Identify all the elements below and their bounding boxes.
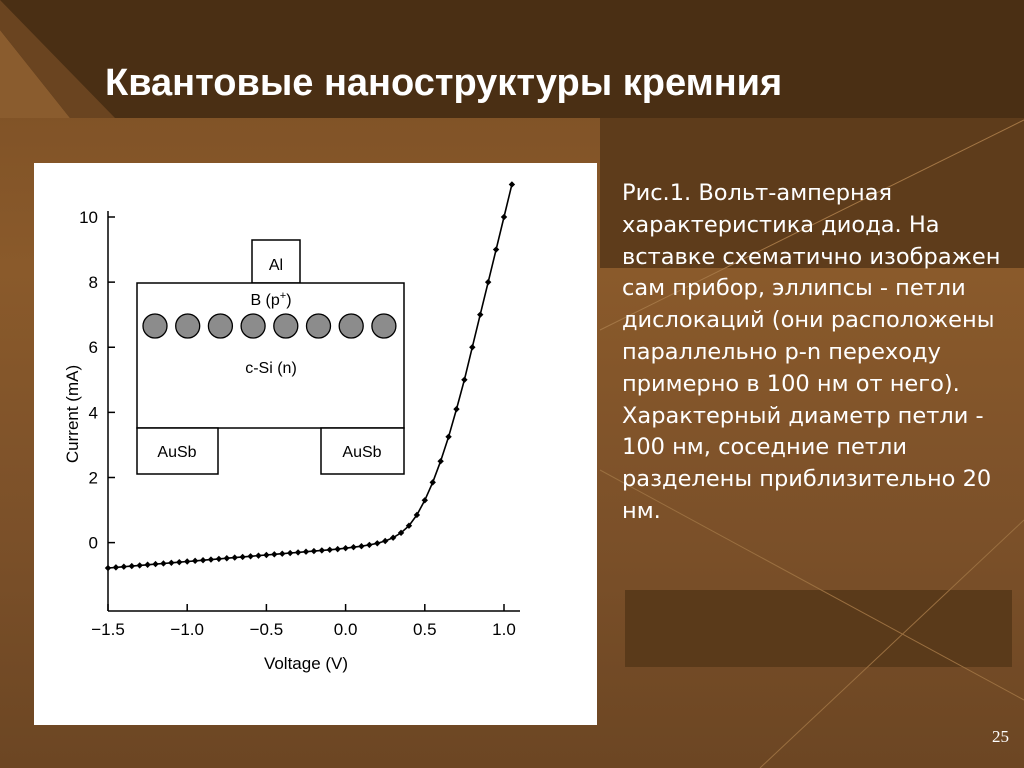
right-lower-panel [625, 590, 1012, 667]
data-point [493, 246, 499, 252]
inset-ausb-right-label: AuSb [342, 444, 382, 461]
slide-title: Квантовые наноструктуры кремния [105, 62, 783, 104]
figure-panel [34, 163, 597, 725]
x-tick-label: −1.5 [91, 620, 125, 639]
data-point [200, 557, 206, 563]
inset-al-label: Al [268, 257, 284, 274]
figure-caption: Рис.1. Вольт-амперная характеристика диода. На вставке схематично изображен сам прибор, эллипсы - петли дислокаций (они расположены параллельно p-n переходу примерно в 100 нм от него). Характерный диаметр петли - 100 нм, соседние петли разделены приблизительно 20 нм. [622, 180, 1001, 524]
device-inset [137, 240, 404, 474]
data-point [279, 550, 285, 556]
dislocation-loop [143, 314, 167, 338]
data-point [469, 344, 475, 350]
inset-p-layer-label: B (p+) [250, 290, 292, 309]
data-point [224, 555, 230, 561]
y-tick-label: 8 [88, 273, 98, 293]
data-point [311, 548, 317, 554]
data-point [461, 377, 467, 383]
data-point [382, 538, 388, 544]
dislocation-loop [241, 314, 265, 338]
inset-ausb-left-label: AuSb [157, 444, 197, 461]
data-point [287, 550, 293, 556]
data-point [303, 549, 309, 555]
data-point [216, 556, 222, 562]
layer-label-rest: ) [286, 292, 292, 309]
inset-substrate-label: c-Si (n) [245, 360, 297, 377]
data-point [192, 558, 198, 564]
data-point [485, 279, 491, 285]
data-point [319, 547, 325, 553]
x-tick-label: 1.0 [492, 620, 516, 639]
y-tick-label: 0 [88, 533, 98, 553]
x-axis-label: Voltage (V) [263, 654, 349, 673]
dislocation-loop [339, 314, 363, 338]
data-point [453, 406, 459, 412]
data-point [113, 564, 119, 570]
y-axis-label: Current (mA) [63, 364, 82, 464]
superscript-plus: + [279, 290, 287, 302]
data-point [263, 552, 269, 558]
dislocation-loop [176, 314, 200, 338]
data-point [327, 547, 333, 553]
dislocation-loop [372, 314, 396, 338]
data-point [136, 562, 142, 568]
data-point [501, 214, 507, 220]
y-tick-label: 10 [79, 208, 98, 227]
x-tick-label: 0.5 [412, 620, 437, 639]
data-point [121, 564, 127, 570]
data-point [168, 560, 174, 566]
dislocation-loop [307, 314, 331, 338]
data-point [342, 545, 348, 551]
page-number: 25 [992, 727, 1009, 746]
data-point [366, 542, 372, 548]
data-point [144, 562, 150, 568]
dislocation-loop [274, 314, 298, 338]
y-tick-label: 2 [88, 468, 98, 488]
data-point [271, 551, 277, 557]
data-point [105, 565, 111, 571]
iv-chart [34, 163, 597, 725]
data-point [295, 549, 301, 555]
y-tick-label: 4 [88, 403, 98, 423]
data-point [160, 560, 166, 566]
data-point [358, 543, 364, 549]
x-tick-label: 0.0 [333, 620, 358, 639]
data-point [232, 554, 238, 560]
data-point [334, 546, 340, 552]
data-point [445, 434, 451, 440]
data-point [255, 552, 261, 558]
x-tick-label: −0.5 [249, 620, 284, 639]
data-point [208, 556, 214, 562]
data-point [350, 544, 356, 550]
data-point [129, 563, 135, 569]
data-point [437, 458, 443, 464]
data-point [374, 540, 380, 546]
y-tick-label: 6 [88, 338, 98, 358]
x-tick-label: −1.0 [170, 620, 204, 639]
data-point [477, 311, 483, 317]
data-point [184, 558, 190, 564]
data-point [239, 554, 245, 560]
data-point [247, 553, 253, 559]
data-point [176, 559, 182, 565]
data-point [509, 181, 515, 187]
dislocation-loop [208, 314, 232, 338]
data-point [152, 561, 158, 567]
data-point [422, 497, 428, 503]
data-point [430, 479, 436, 485]
